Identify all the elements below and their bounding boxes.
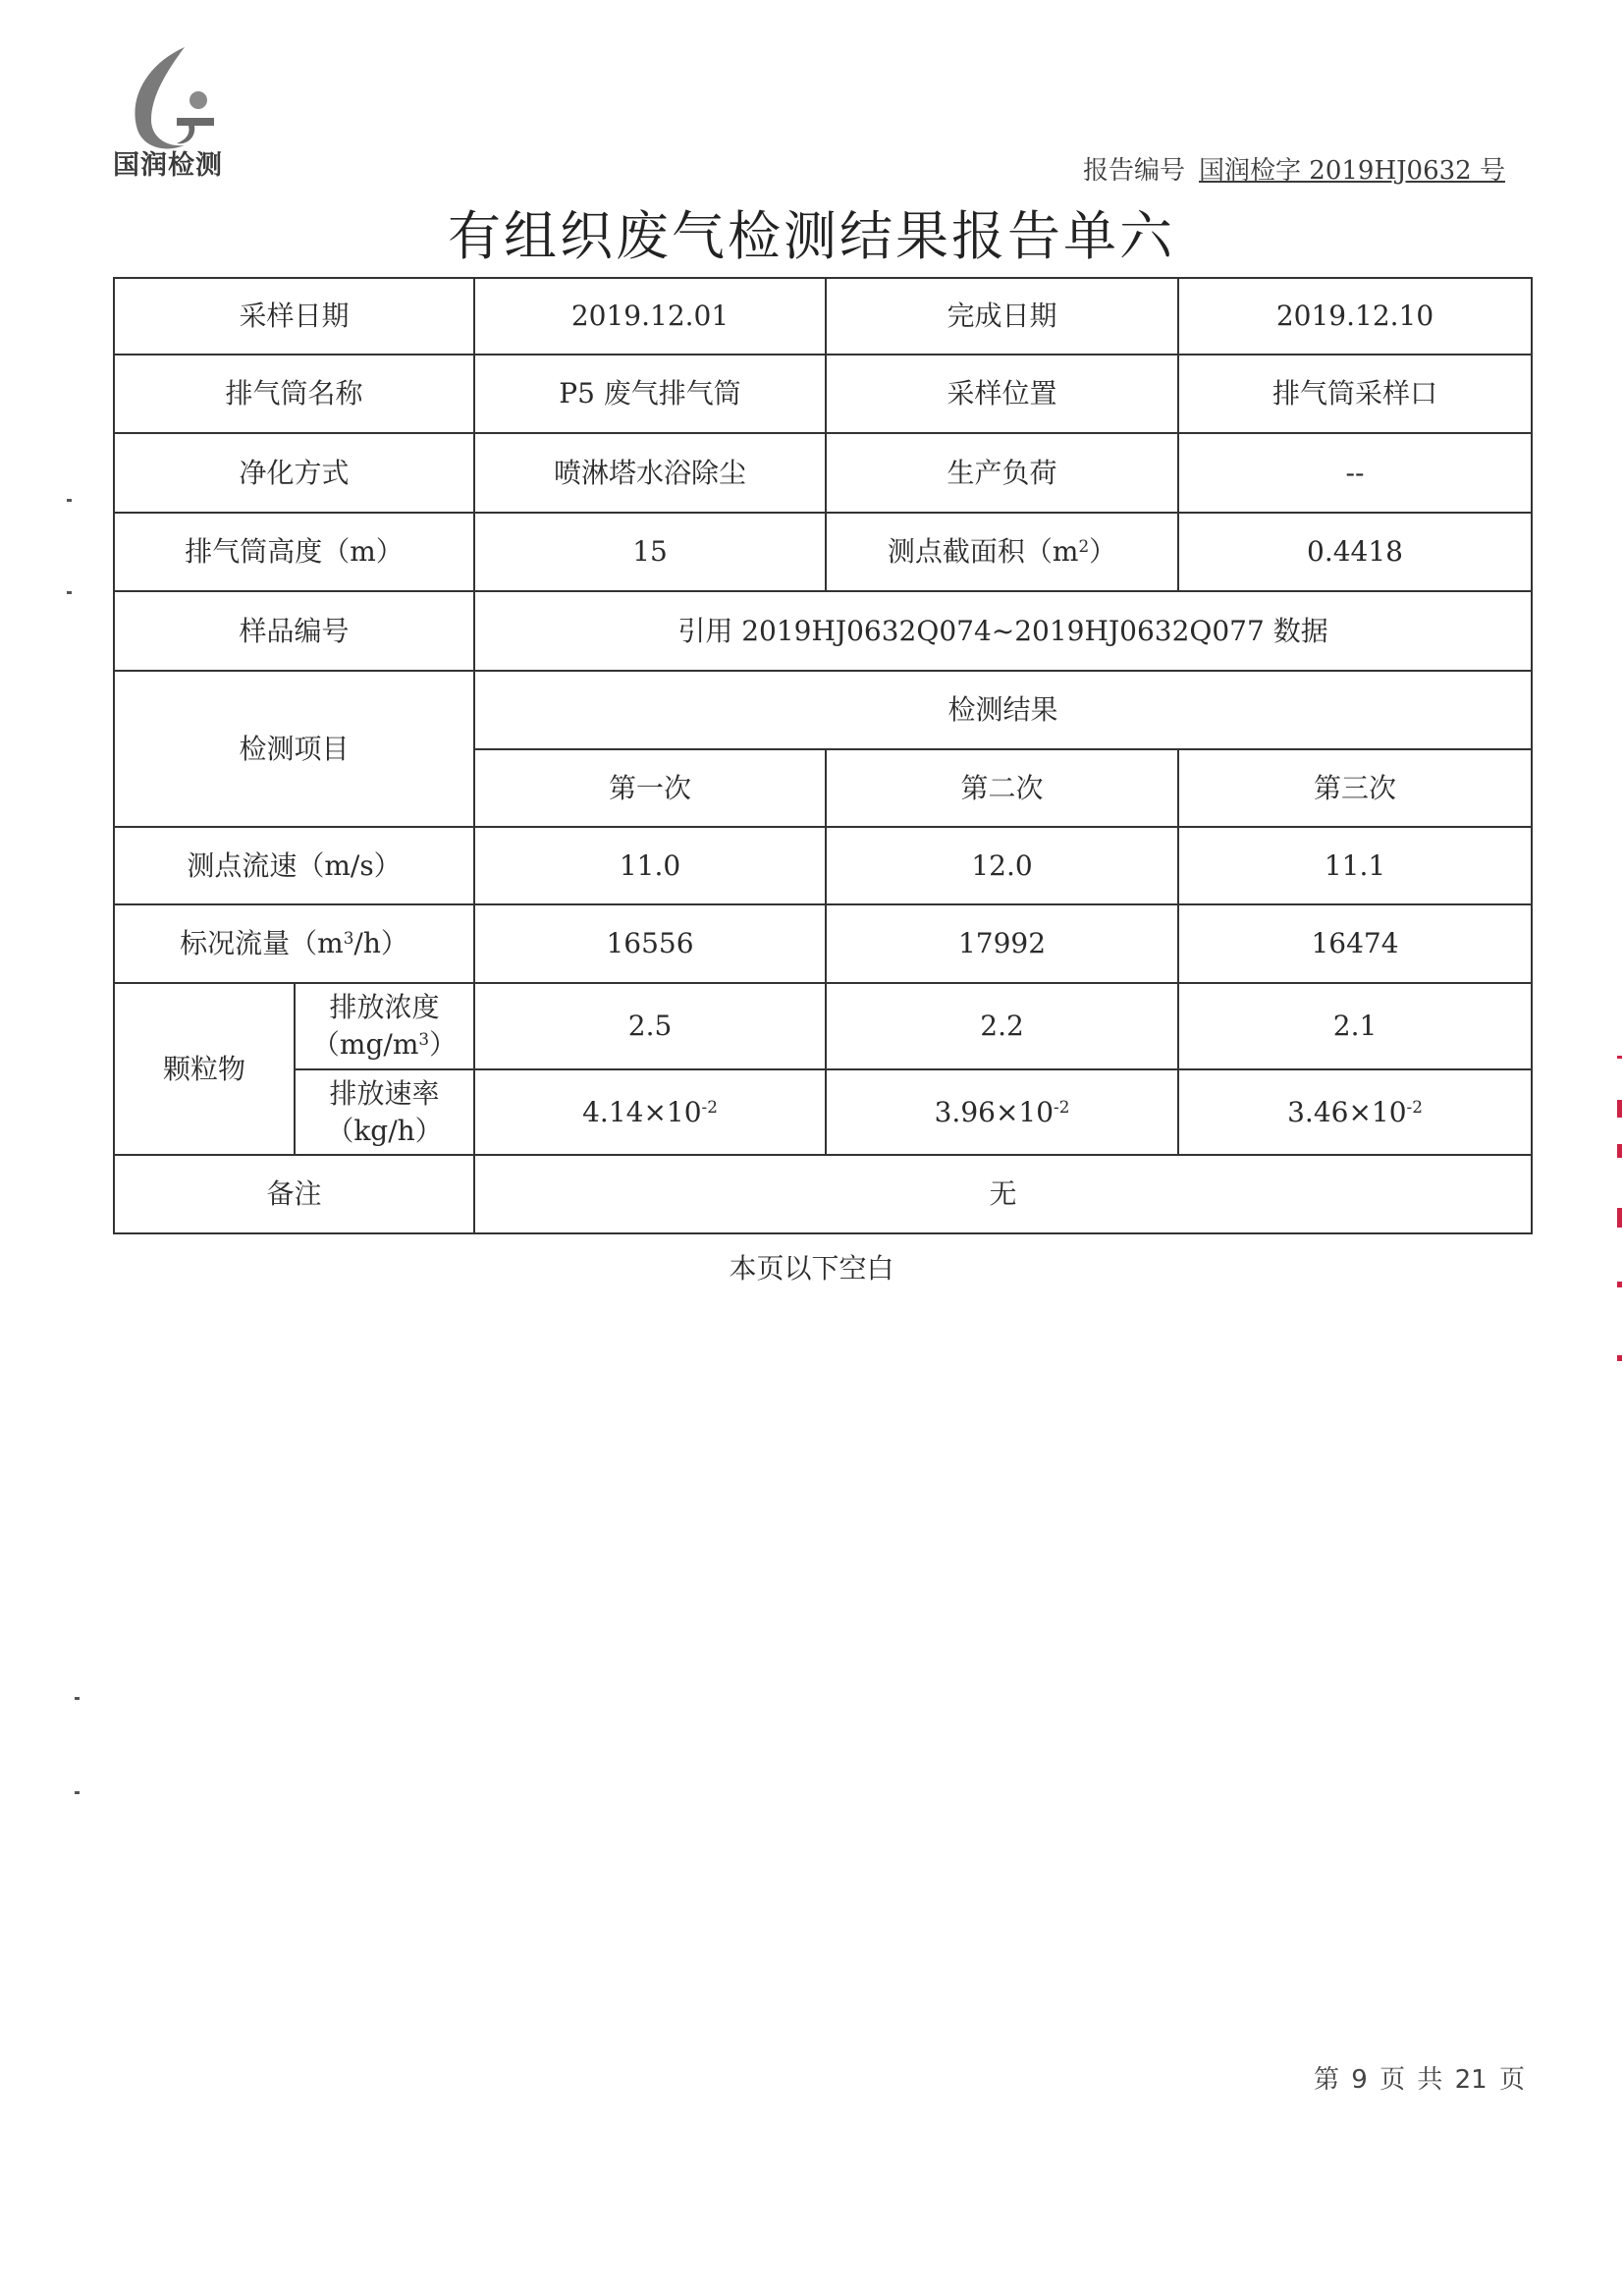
company-name: 国润检测 <box>113 150 223 181</box>
scan-edge-mark <box>1617 1208 1622 1228</box>
sample-id-label: 样品编号 <box>114 591 474 671</box>
page-title: 有组织废气检测结果报告单六 <box>448 205 1175 267</box>
purification-value: 喷淋塔水浴除尘 <box>474 433 826 513</box>
stack-height-label: 排气筒高度（m） <box>114 513 474 591</box>
scan-edge-mark <box>1617 1144 1622 1158</box>
scan-edge-mark <box>1617 1056 1622 1059</box>
concentration-run-3: 2.1 <box>1178 983 1532 1069</box>
test-result-header: 检测结果 <box>474 671 1532 749</box>
velocity-label: 测点流速（m/s） <box>114 827 474 904</box>
run-1-header: 第一次 <box>474 749 826 827</box>
report-number-label: 报告编号 <box>1083 156 1186 186</box>
concentration-run-2: 2.2 <box>826 983 1178 1069</box>
production-load-label: 生产负荷 <box>826 433 1178 513</box>
stack-height-value: 15 <box>474 513 826 591</box>
scan-mark <box>67 591 72 594</box>
sample-id-value: 引用 2019HJ0632Q074~2019HJ0632Q077 数据 <box>474 591 1532 671</box>
scan-edge-mark <box>1617 1282 1622 1287</box>
scan-edge-mark <box>1617 1100 1622 1118</box>
remark-value: 无 <box>474 1155 1532 1233</box>
stack-name-value: P5 废气排气筒 <box>474 355 826 433</box>
flow-label: 标况流量$(m^3/h)$ <box>114 904 474 983</box>
velocity-run-1: 11.0 <box>474 827 826 904</box>
velocity-run-3: 11.1 <box>1178 827 1532 904</box>
flow-run-2: 17992 <box>826 904 1178 983</box>
test-item-header: 检测项目 <box>114 671 474 827</box>
sampling-location-value: 排气筒采样口 <box>1178 355 1532 433</box>
emission-rate-label: 排放速率 （kg/h） <box>295 1069 474 1155</box>
flow-run-3: 16474 <box>1178 904 1532 983</box>
section-area-label: 测点截面积$(m^2)$ <box>826 513 1178 591</box>
completion-date-value: 2019.12.10 <box>1178 278 1532 355</box>
particulate-label: 颗粒物 <box>114 983 295 1155</box>
blank-note: 本页以下空白 <box>729 1252 894 1285</box>
sampling-date-label: 采样日期 <box>114 278 474 355</box>
production-load-value: -- <box>1178 433 1532 513</box>
sampling-date-value: 2019.12.01 <box>474 278 826 355</box>
scan-mark <box>75 1697 80 1700</box>
emission-rate-run-2: $3.96\times 10^{-2}$ <box>826 1069 1178 1155</box>
emission-rate-run-1: $4.14\times 10^{-2}$ <box>474 1069 826 1155</box>
concentration-run-1: 2.5 <box>474 983 826 1069</box>
results-table <box>113 277 1533 1234</box>
stack-name-label: 排气筒名称 <box>114 355 474 433</box>
velocity-run-2: 12.0 <box>826 827 1178 904</box>
scan-edge-mark <box>1617 1355 1622 1361</box>
flow-run-1: 16556 <box>474 904 826 983</box>
concentration-label: 排放浓度 $(mg/m^3)$ <box>295 983 474 1069</box>
run-2-header: 第二次 <box>826 749 1178 827</box>
completion-date-label: 完成日期 <box>826 278 1178 355</box>
purification-label: 净化方式 <box>114 433 474 513</box>
remark-label: 备注 <box>114 1155 474 1233</box>
report-number <box>1083 150 1505 187</box>
page-number: 第 9 页 共 21 页 <box>1314 2065 1525 2095</box>
section-area-value: 0.4418 <box>1178 513 1532 591</box>
scan-mark <box>67 499 72 502</box>
sampling-location-label: 采样位置 <box>826 355 1178 433</box>
run-3-header: 第三次 <box>1178 749 1532 827</box>
report-number-value: 国润检字 2019HJ0632 号 <box>1199 156 1505 186</box>
emission-rate-run-3: $3.46\times 10^{-2}$ <box>1178 1069 1532 1155</box>
scan-mark <box>75 1791 80 1794</box>
